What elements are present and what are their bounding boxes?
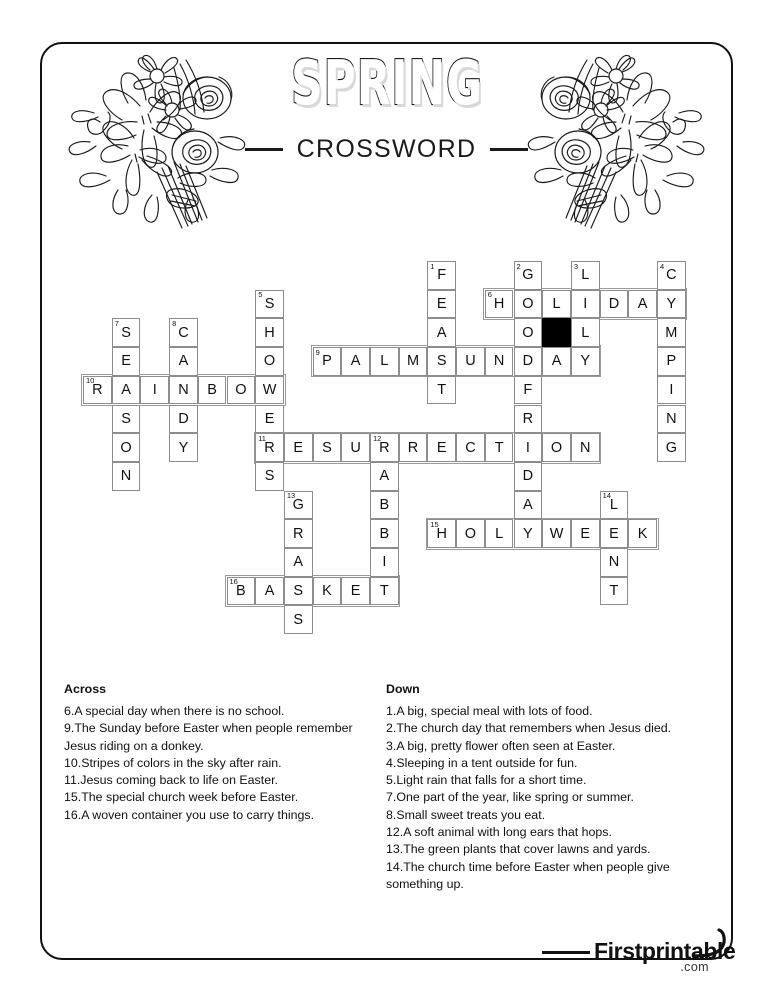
grid-cell-letter: R [522,410,534,427]
grid-cell[interactable] [169,433,198,462]
grid-cell-letter: N [178,381,189,398]
logo-dash [542,951,590,954]
grid-cell-letter: K [637,525,648,542]
grid-cell[interactable] [628,290,657,319]
grid-cell[interactable] [571,318,600,347]
grid-cell-letter: L [609,496,618,513]
grid-cell[interactable] [514,462,543,491]
grid-cell-letter: O [120,439,132,456]
grid-cell[interactable] [600,290,629,319]
grid-cell-letter: R [92,381,103,398]
grid-cell-letter: A [293,554,304,571]
grid-cell-letter: S [121,324,131,341]
grid-cell-number: 14 [602,491,611,501]
grid-cell-letter: I [152,381,157,398]
grid-cell[interactable] [284,605,313,634]
grid-cell[interactable] [514,491,543,520]
grid-cell[interactable] [140,376,169,405]
clue-down-item: 1.A big, special meal with lots of food. [386,704,593,718]
grid-cell[interactable] [657,347,686,376]
grid-cell[interactable] [399,347,428,376]
grid-cell[interactable] [255,433,284,462]
grid-cell[interactable] [227,376,256,405]
grid-cell[interactable] [514,347,543,376]
grid-cell-letter: O [522,324,534,341]
grid-cell-letter: R [407,439,419,456]
down-clue-list [386,703,698,893]
grid-cell-letter: M [406,353,420,370]
grid-cell-letter: M [665,324,678,341]
grid-cell-letter: A [121,381,131,398]
grid-cell-letter: B [236,582,246,599]
grid-cell[interactable] [657,405,686,434]
logo-swoosh-icon [692,928,730,962]
grid-cell[interactable] [370,548,399,577]
grid-cell[interactable] [255,577,284,606]
grid-cell-letter: O [464,525,477,542]
grid-cell-number: 16 [229,577,238,587]
clue-down-item: 7.One part of the year, like spring or summer. [386,790,634,805]
grid-cell-letter: H [264,324,275,341]
grid-cell[interactable] [284,548,313,577]
grid-cell-letter: E [436,295,447,312]
grid-cell-number: 4 [660,261,665,271]
grid-cell-letter: S [293,611,304,628]
grid-cell-number: 13 [286,491,296,501]
grid-cell[interactable] [571,347,600,376]
grid-cell-letter: H [493,295,505,312]
grid-cell[interactable] [169,318,198,347]
grid-cell-letter: C [178,324,189,341]
grid-cell-letter: W [262,381,277,398]
grid-cell[interactable] [427,433,456,462]
grid-cell[interactable] [542,433,571,462]
grid-cell-number: 2 [516,261,521,271]
grid-cell-letter: E [121,353,131,370]
grid-cell-letter: F [523,381,533,398]
grid-cell[interactable] [657,290,686,319]
grid-cell[interactable] [255,462,284,491]
grid-cell-letter: A [350,353,361,370]
grid-cell[interactable] [370,491,399,520]
grid-cell-letter: E [436,439,447,456]
grid-cell[interactable] [657,433,686,462]
grid-cell-letter: N [608,554,620,571]
clues-down-column [386,682,698,893]
page-title: SPRING [290,47,483,119]
grid-cell[interactable] [485,433,514,462]
grid-cell[interactable] [485,290,514,319]
grid-cell-letter: D [178,410,189,427]
grid-cell-letter: D [522,353,534,370]
logo-tld-text: .com [680,960,709,974]
grid-cell-letter: G [522,267,534,284]
grid-cell-letter: T [379,582,389,599]
grid-cell-letter: H [436,525,447,542]
grid-cell-letter: I [583,295,588,312]
grid-cell[interactable] [399,433,428,462]
grid-cell[interactable] [169,405,198,434]
clue-across-item: 6.A special day when there is no school. [64,704,285,718]
logo-brand-text: Firstprintable [594,938,736,964]
clue-across-item: 11.Jesus coming back to life on Easter. [64,773,278,788]
grid-cell[interactable] [169,347,198,376]
grid-cell-letter: S [322,439,332,456]
grid-cell[interactable] [227,577,256,606]
grid-cell-letter: E [580,525,591,542]
grid-cell[interactable] [370,347,399,376]
grid-cell[interactable] [542,290,571,319]
grid-cell[interactable] [600,491,629,520]
grid-cell[interactable] [169,376,198,405]
grid-cell-letter: S [264,467,275,484]
grid-cell-letter: N [666,410,677,427]
grid-cell[interactable] [313,577,342,606]
clue-down-item: 14.The church time before Easter when people give something up. [386,859,670,891]
grid-cell[interactable] [657,376,686,405]
down-heading: Down [386,682,420,696]
grid-cell[interactable] [485,519,514,548]
grid-cell-letter: I [669,381,674,398]
grid-cell-letter: E [264,410,275,427]
grid-cell[interactable] [313,347,342,376]
grid-cell-letter: K [322,582,332,599]
grid-cell[interactable] [83,376,112,405]
grid-cell-letter: Y [523,525,533,542]
grid-cell-letter: I [525,439,530,456]
clue-down-item: 12.A soft animal with long ears that hops. [386,825,612,840]
clue-across-item: 9.The Sunday before Easter when people remember Jesus riding on a donkey. [64,721,353,753]
grid-cell[interactable] [284,577,313,606]
page-subtitle: CROSSWORD [296,135,477,163]
grid-cell[interactable] [514,519,543,548]
grid-cell-letter: B [207,381,217,398]
grid-cell-letter: S [121,410,131,427]
grid-cell[interactable] [284,491,313,520]
clue-down-item: 8.Small sweet treats you eat. [386,807,546,822]
grid-cell[interactable] [657,261,686,290]
grid-cell[interactable] [370,519,399,548]
grid-cell-letter: D [608,295,620,312]
grid-cell-letter: A [551,353,562,370]
grid-cell-letter: L [581,267,590,284]
grid-cell-letter: W [549,525,564,542]
grid-cell[interactable] [514,261,543,290]
grid-cell[interactable] [112,318,141,347]
grid-cell[interactable] [255,318,284,347]
grid-cell-letter: O [522,295,534,312]
grid-cell[interactable] [427,519,456,548]
grid-cell-letter: C [465,439,476,456]
clue-down-item: 13.The green plants that cover lawns and yards. [386,842,651,857]
grid-cell-letter: P [666,353,677,370]
grid-cell[interactable] [514,405,543,434]
clue-across-item: 10.Stripes of colors in the sky after rain. [64,755,282,770]
site-logo [540,930,736,978]
grid-cell-number: 6 [487,290,492,300]
grid-cell-letter: U [350,439,361,456]
grid-cell[interactable] [571,261,600,290]
grid-cell[interactable] [542,519,571,548]
grid-cell-number: 3 [573,261,579,271]
grid-cell-number: 12 [373,433,382,443]
grid-cell[interactable] [255,376,284,405]
grid-cell-letter: O [235,381,247,398]
grid-cell-letter: N [579,439,591,456]
grid-cell-letter: Y [666,295,677,312]
grid-cell[interactable] [370,577,399,606]
clue-down-item: 2.The church day that remembers when Jesus died. [386,721,672,736]
grid-cell-letter: R [292,525,304,542]
grid-cell-number: 15 [430,519,439,529]
grid-cell[interactable] [456,347,485,376]
grid-cell[interactable] [456,433,485,462]
grid-cell-letter: U [465,353,476,370]
grid-cell-letter: E [350,582,361,599]
grid-cell-letter: L [581,324,590,341]
grid-cell-number: 9 [315,347,320,357]
grid-cell[interactable] [600,577,629,606]
grid-cell-letter: Y [580,353,591,370]
grid-cell-number: 1 [430,261,435,271]
grid-cell-letter: S [436,353,447,370]
grid-cell-number: 10 [86,376,95,386]
grid-cell-letter: Y [178,439,189,456]
grid-cell-letter: N [493,353,505,370]
grid-cell-letter: T [437,381,447,398]
grid-cell-letter: A [264,582,275,599]
grid-cell[interactable] [427,318,456,347]
grid-cell-letter: A [379,467,390,484]
grid-cell[interactable] [485,347,514,376]
grid-cell[interactable] [112,433,141,462]
grid-cell[interactable] [657,318,686,347]
grid-cell-blocked [542,318,571,347]
grid-cell[interactable] [628,519,657,548]
grid-cell[interactable] [427,290,456,319]
grid-cell[interactable] [427,347,456,376]
across-clue-list [64,703,374,824]
grid-cell[interactable] [284,433,313,462]
grid-cell-letter: E [609,525,619,542]
grid-cell[interactable] [571,433,600,462]
grid-cell[interactable] [514,376,543,405]
grid-cell-letter: L [380,353,389,370]
grid-cell-letter: A [436,324,447,341]
grid-cell[interactable] [571,519,600,548]
grid-cell-letter: C [666,267,677,284]
grid-cell[interactable] [600,548,629,577]
grid-cell[interactable] [370,462,399,491]
grid-cell-letter: O [263,353,276,370]
grid-cell[interactable] [112,347,141,376]
grid-cell[interactable] [112,405,141,434]
grid-cell-letter: L [495,525,504,542]
grid-cell[interactable] [112,462,141,491]
grid-cell[interactable] [255,405,284,434]
clue-across-item: 15.The special church week before Easter. [64,790,299,805]
grid-cell[interactable] [255,290,284,319]
grid-cell-letter: F [437,267,447,284]
grid-cell-letter: A [178,353,189,370]
grid-cell-letter: D [522,467,534,484]
across-heading: Across [64,682,107,696]
grid-cell-letter: B [379,525,390,542]
grid-cell-letter: N [120,467,132,484]
grid-cell-letter: S [264,295,275,312]
grid-cell-letter: T [494,439,504,456]
grid-cell-letter: L [552,295,561,312]
grid-cell[interactable] [198,376,227,405]
clue-across-item: 16.A woven container you use to carry things. [64,807,315,822]
grid-cell[interactable] [341,347,370,376]
grid-cell-letter: A [637,295,648,312]
grid-cell-letter: E [293,439,304,456]
grid-cell[interactable] [427,261,456,290]
grid-cell-letter: R [379,439,390,456]
grid-cell[interactable] [456,519,485,548]
grid-cell-letter: S [293,582,304,599]
grid-cell[interactable] [514,433,543,462]
grid-cell[interactable] [542,347,571,376]
grid-cell-letter: R [264,439,275,456]
grid-cell-number: 8 [172,318,177,328]
grid-cell-letter: B [379,496,390,513]
grid-cell-number: 7 [114,318,119,328]
grid-cell[interactable] [341,577,370,606]
clue-down-item: 3.A big, pretty flower often seen at Easter. [386,738,616,753]
grid-cell-number: 11 [258,433,266,443]
grid-cell-letter: G [292,496,304,513]
grid-cell[interactable] [600,519,629,548]
clues-across-column [64,682,374,824]
grid-cell[interactable] [284,519,313,548]
grid-cell[interactable] [112,376,141,405]
grid-cell-number: 5 [258,290,263,300]
clue-down-item: 4.Sleeping in a tent outside for fun. [386,755,578,770]
grid-cell[interactable] [514,290,543,319]
clue-down-item: 5.Light rain that falls for a short time. [386,773,587,788]
grid-cell[interactable] [255,347,284,376]
grid-cell-letter: G [665,439,677,456]
grid-cell-letter: O [550,439,563,456]
grid-cell[interactable] [313,433,342,462]
grid-cell[interactable] [514,318,543,347]
grid-cell[interactable] [341,433,370,462]
grid-cell[interactable] [571,290,600,319]
grid-cell-letter: I [382,554,387,571]
grid-cell-letter: T [609,582,619,599]
grid-cell-letter: A [523,496,533,513]
grid-cell[interactable] [370,433,399,462]
grid-cell-letter: P [322,353,332,370]
grid-cell[interactable] [427,376,456,405]
